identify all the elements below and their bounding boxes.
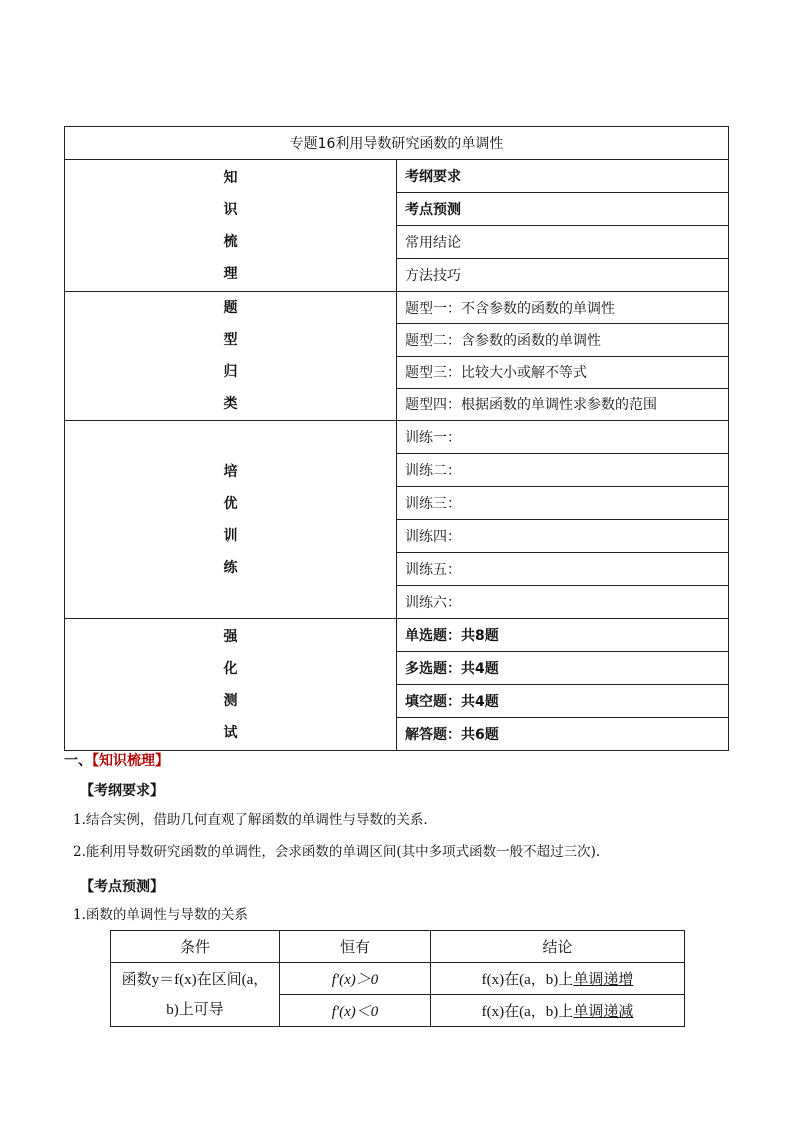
outline-item: 多选题：共4题 bbox=[397, 652, 729, 685]
outline-item: 方法技巧 bbox=[397, 259, 729, 292]
outline-item: 常用结论 bbox=[397, 226, 729, 259]
header-conclusion: 结论 bbox=[431, 931, 685, 963]
category-knowledge: 知 识 梳 理 bbox=[65, 160, 397, 292]
outline-item: 单选题：共8题 bbox=[397, 619, 729, 652]
header-always: 恒有 bbox=[280, 931, 431, 963]
outline-item: 训练四： bbox=[397, 520, 729, 553]
derivative-positive: f′(x)＞0 bbox=[280, 963, 431, 995]
outline-item: 训练三： bbox=[397, 487, 729, 520]
kaogang-heading: 【考纲要求】 bbox=[80, 783, 164, 799]
outline-item: 填空题：共4题 bbox=[397, 685, 729, 718]
section-heading: 一、【知识梳理】 bbox=[64, 753, 169, 769]
category-question-types: 题 型 归 类 bbox=[65, 292, 397, 421]
outline-title: 专题16利用导数研究函数的单调性 bbox=[65, 127, 729, 160]
outline-item: 训练六： bbox=[397, 586, 729, 619]
outline-item: 解答题：共6题 bbox=[397, 718, 729, 751]
outline-item: 训练二： bbox=[397, 454, 729, 487]
kaodian-line-1: 1.函数的单调性与导数的关系 bbox=[73, 907, 248, 923]
outline-item: 训练五： bbox=[397, 553, 729, 586]
condition-cell: 函数y＝f(x)在区间(a， b)上可导 bbox=[111, 963, 280, 1027]
outline-item: 题型四：根据函数的单调性求参数的范围 bbox=[397, 388, 729, 420]
relation-table bbox=[110, 930, 685, 1027]
kaodian-heading: 【考点预测】 bbox=[80, 879, 164, 895]
conclusion-increasing: f(x)在(a，b)上单调递增 bbox=[431, 963, 685, 995]
kaogang-line-1: 1.结合实例，借助几何直观了解函数的单调性与导数的关系. bbox=[73, 812, 428, 828]
outline-item: 题型一：不含参数的函数的单调性 bbox=[397, 292, 729, 324]
outline-item: 训练一： bbox=[397, 421, 729, 454]
conclusion-decreasing: f(x)在(a，b)上单调递减 bbox=[431, 995, 685, 1027]
derivative-negative: f′(x)＜0 bbox=[280, 995, 431, 1027]
kaogang-line-2: 2.能利用导数研究函数的单调性，会求函数的单调区间(其中多项式函数一般不超过三次). bbox=[73, 844, 601, 860]
category-test: 强 化 测 试 bbox=[65, 619, 397, 751]
outline-table bbox=[64, 126, 729, 751]
outline-item: 题型三：比较大小或解不等式 bbox=[397, 356, 729, 388]
outline-item: 题型二：含参数的函数的单调性 bbox=[397, 324, 729, 356]
header-condition: 条件 bbox=[111, 931, 280, 963]
category-training: 培 优 训 练 bbox=[65, 421, 397, 619]
outline-item: 考点预测 bbox=[397, 193, 729, 226]
outline-item: 考纲要求 bbox=[397, 160, 729, 193]
